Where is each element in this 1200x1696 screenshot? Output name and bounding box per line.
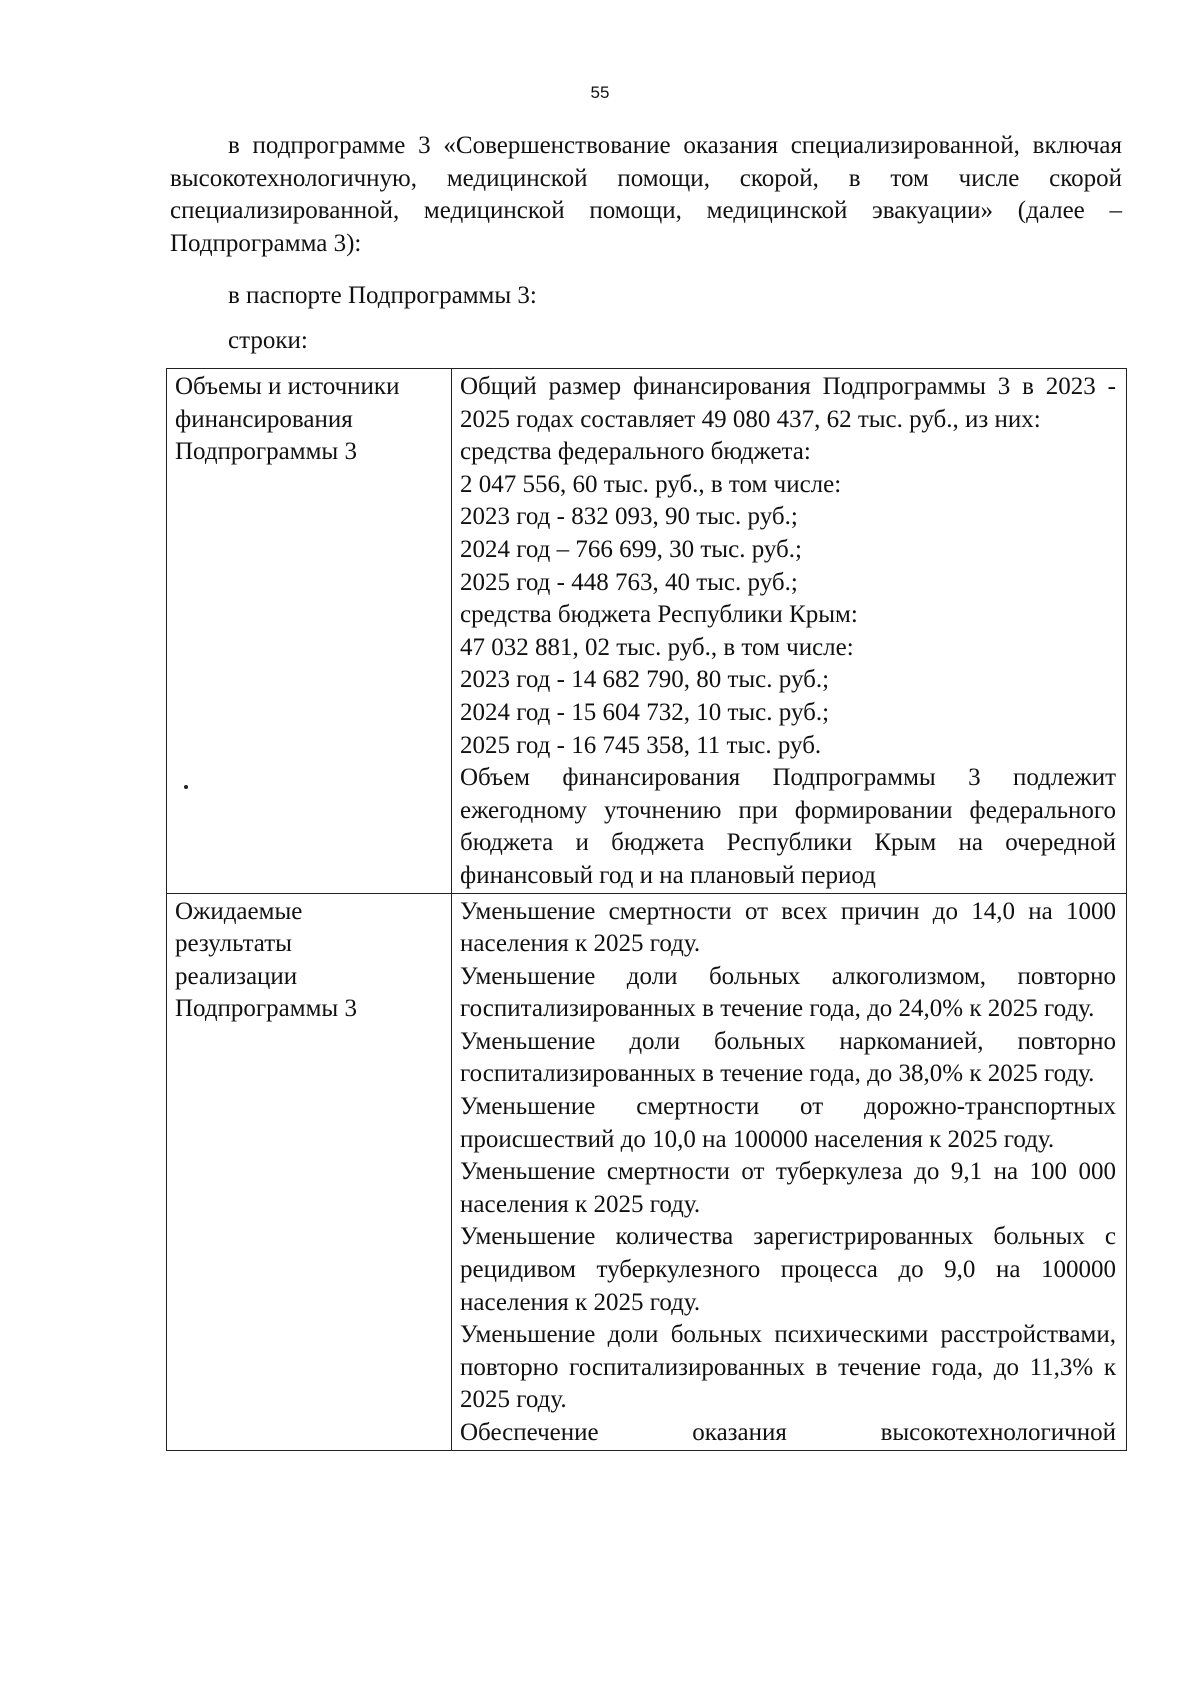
result-item: Уменьшение доли больных психическими расстройствами, повторно госпитализированных в течение года, до 11,3% к 2025 году. (460, 1321, 1116, 1414)
table-row-results (167, 893, 1127, 1450)
intro-paragraph: в подпрограмме 3 «Совершенствование оказания специализированной, включая высокотехнологичную, медицинской помощи, скорой, в том числе скорой специализированной, медицинской помощи, медицинской эвакуации» (далее – Подпрограмма 3): (170, 132, 1122, 257)
result-item: Уменьшение доли больных алкоголизмом, повторно госпитализированных в течение года, до 24,0% к 2025 году. (460, 962, 1116, 1023)
financing-total: Общий размер финансирования Подпрограммы 3 в 2023 - 2025 годах составляет 49 080 437, 62 тыс. руб., из них: (460, 373, 1116, 433)
passport-table (166, 368, 1127, 1451)
rows-label: строки: (228, 327, 308, 354)
federal-budget-2025: 2025 год - 448 763, 40 тыс. руб.; (460, 568, 798, 596)
table-row-financing (167, 369, 1127, 894)
crimea-budget-2025: 2025 год - 16 745 358, 11 тыс. руб. (460, 731, 822, 759)
row-value-results (452, 893, 1127, 1450)
result-item: Уменьшение количества зарегистрированных больных с рецидивом туберкулезного процесса до 9,0 на 100000 населения к 2025 году. (460, 1223, 1116, 1316)
row-label-text: Объемы и источники финансирования Подпрограммы 3 (175, 373, 400, 466)
federal-budget-2024: 2024 год – 766 699, 30 тыс. руб.; (460, 535, 802, 563)
row-value-financing (452, 369, 1127, 894)
result-item: Уменьшение смертности от туберкулеза до 9,1 на 100 000 населения к 2025 году. (460, 1158, 1116, 1218)
federal-budget-2023: 2023 год - 832 093, 90 тыс. руб.; (460, 503, 798, 531)
crimea-budget-heading: средства бюджета Республики Крым: (460, 601, 858, 629)
result-item: Уменьшение смертности от дорожно-транспортных происшествий до 10,0 на 100000 населения к 2025 году. (460, 1093, 1116, 1153)
page-number: 55 (590, 83, 610, 102)
financing-note: Объем финансирования Подпрограммы 3 подлежит ежегодному уточнению при формировании федерального бюджета и бюджета Республики Крым на очередной финансовый год и на плановый период (460, 764, 1116, 889)
passport-line: в паспорте Подпрограммы 3: (228, 282, 537, 309)
federal-budget-heading: средства федерального бюджета: (460, 438, 811, 466)
crimea-budget-total: 47 032 881, 02 тыс. руб., в том числе: (460, 633, 854, 661)
result-item: Уменьшение доли больных наркоманией, повторно госпитализированных в течение года, до 38,0% к 2025 году. (460, 1027, 1116, 1088)
row-label-financing (167, 369, 452, 894)
scan-dot (184, 785, 188, 789)
row-label-text: Ожидаемые результаты реализации Подпрограммы 3 (175, 897, 357, 1023)
result-item: Уменьшение смертности от всех причин до 14,0 на 1000 населения к 2025 году. (460, 897, 1116, 958)
row-label-results (167, 893, 452, 1450)
federal-budget-total: 2 047 556, 60 тыс. руб., в том числе: (460, 470, 842, 498)
crimea-budget-2023: 2023 год - 14 682 790, 80 тыс. руб.; (460, 666, 830, 694)
crimea-budget-2024: 2024 год - 15 604 732, 10 тыс. руб.; (460, 698, 830, 726)
result-item: Обеспечение оказания высокотехнологичной (460, 1419, 1116, 1446)
